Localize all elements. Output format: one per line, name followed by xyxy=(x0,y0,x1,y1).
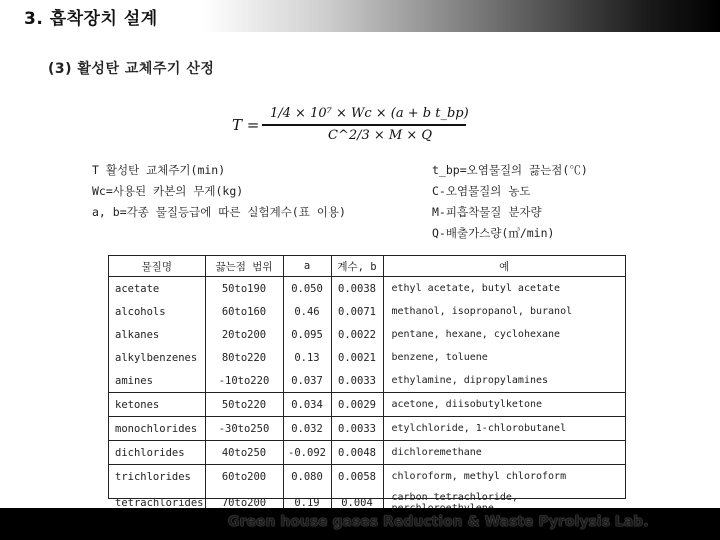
cell-b: 0.0048 xyxy=(331,441,383,465)
variable-legend-right xyxy=(432,160,588,244)
cell-name: ketones xyxy=(109,393,205,417)
cell-a: 0.034 xyxy=(283,393,331,417)
table-row xyxy=(109,346,625,369)
cell-name: alkylbenzenes xyxy=(109,346,205,369)
lab-name: Green house gases Reduction & Waste Pyrolysis Lab. xyxy=(228,514,649,530)
cell-b: 0.0058 xyxy=(331,465,383,489)
cell-name: dichlorides xyxy=(109,441,205,465)
cell-b: 0.0033 xyxy=(331,369,383,393)
section-heading: (3) 활성탄 교체주기 산정 xyxy=(48,61,215,77)
cell-example: pentane, hexane, cyclohexane xyxy=(391,329,561,340)
cell-a: 0.080 xyxy=(283,465,331,489)
footer-bar xyxy=(0,508,720,540)
table-row xyxy=(109,417,625,441)
cell-a: -0.092 xyxy=(283,441,331,465)
cell-a: 0.46 xyxy=(283,300,331,323)
table-row xyxy=(109,441,625,465)
variable-legend-left xyxy=(92,160,346,223)
table-row xyxy=(109,369,625,393)
cell-a: 0.19 xyxy=(283,488,331,518)
cell-range: -10to220 xyxy=(205,369,283,393)
cell-example: ethylamine, dipropylamines xyxy=(391,375,549,386)
fraction-bar xyxy=(262,124,466,126)
legend-item: C-오염물질의 농도 xyxy=(432,184,531,198)
slide-title: 3. 흡착장치 설계 xyxy=(24,9,158,29)
table-header-row xyxy=(109,256,625,277)
legend-item: Wc=사용된 카본의 무게(kg) xyxy=(92,184,244,198)
cell-name: alkanes xyxy=(109,323,205,346)
formula-lhs: T = xyxy=(232,116,260,134)
cell-range: 60to200 xyxy=(205,465,283,489)
legend-item: M-피흡착물질 분자량 xyxy=(432,205,542,219)
cell-name: tetrachlorides xyxy=(109,488,205,518)
cell-range: 40to250 xyxy=(205,441,283,465)
cell-example: acetone, diisobutylketone xyxy=(383,393,625,417)
cell-range: 20to200 xyxy=(205,323,283,346)
formula-numerator: 1/4 × 10⁷ × Wc × (a + b t_bp) xyxy=(270,106,469,121)
cell-name: monochlorides xyxy=(109,417,205,441)
cell-a: 0.037 xyxy=(283,369,331,393)
cell-example: dichloremethane xyxy=(383,441,625,465)
cell-b: 0.004 xyxy=(331,488,383,518)
cell-example: chloroform, methyl chloroform xyxy=(383,465,625,489)
cell-b: 0.0022 xyxy=(331,323,383,346)
cell-a: 0.032 xyxy=(283,417,331,441)
header-example: 예 xyxy=(383,256,625,277)
cell-name: alcohols xyxy=(109,300,205,323)
table-row xyxy=(109,277,625,301)
cell-b: 0.0021 xyxy=(331,346,383,369)
header-a: a xyxy=(283,256,331,277)
cell-b: 0.0033 xyxy=(331,417,383,441)
cell-a: 0.050 xyxy=(283,277,331,301)
cell-example: carbon tetrachloride, xyxy=(391,492,518,503)
header-b: 계수, b xyxy=(331,256,383,277)
table-row xyxy=(109,323,625,346)
formula-denominator: C^2/3 × M × Q xyxy=(328,128,433,143)
legend-item: t_bp=오염물질의 끓는점(℃) xyxy=(432,163,588,177)
header-boiling-range: 끓는점 범위 xyxy=(205,256,283,277)
cell-a: 0.13 xyxy=(283,346,331,369)
cell-name: acetate xyxy=(109,277,205,301)
cell-range: 80to220 xyxy=(205,346,283,369)
table-row xyxy=(109,300,625,323)
cell-range: 60to160 xyxy=(205,300,283,323)
cell-b: 0.0038 xyxy=(331,277,383,301)
legend-item: T 활성탄 교체주기(min) xyxy=(92,163,226,177)
cell-name: amines xyxy=(109,369,205,393)
legend-item: a, b=각종 물질등급에 따른 실험계수(표 이용) xyxy=(92,205,346,219)
cell-example: methanol, isopropanol, buranol xyxy=(391,306,573,317)
cell-range: 70to200 xyxy=(205,488,283,518)
cell-example: ethyl acetate, butyl acetate xyxy=(391,283,561,294)
cell-range: -30to250 xyxy=(205,417,283,441)
table-row xyxy=(109,393,625,417)
header-substance: 물질명 xyxy=(109,256,205,277)
cell-b: 0.0071 xyxy=(331,300,383,323)
coefficient-table xyxy=(108,255,626,509)
legend-item: Q-배출가스량(㎥/min) xyxy=(432,226,555,240)
cell-range: 50to190 xyxy=(205,277,283,301)
replacement-period-formula xyxy=(232,100,472,146)
header-bar xyxy=(0,0,720,32)
cell-b: 0.0029 xyxy=(331,393,383,417)
cell-example: benzene, toluene xyxy=(391,352,488,363)
cell-a: 0.095 xyxy=(283,323,331,346)
table-row xyxy=(109,465,625,489)
cell-name: trichlorides xyxy=(109,465,205,489)
cell-example: etylchloride, 1-chlorobutanel xyxy=(383,417,625,441)
cell-range: 50to220 xyxy=(205,393,283,417)
